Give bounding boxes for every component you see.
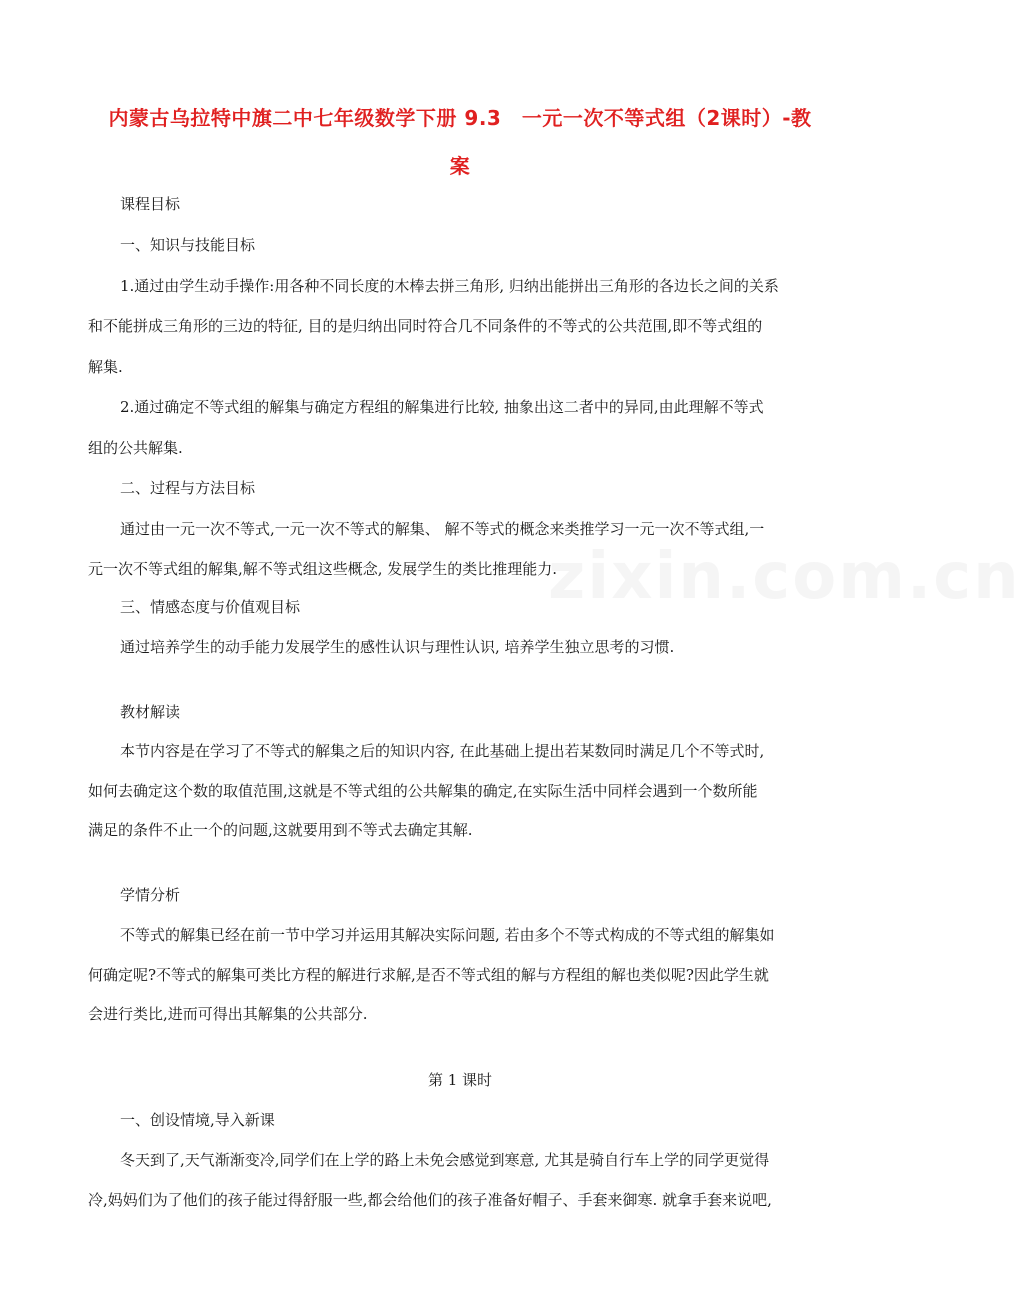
subheading-create-situation: 一、创设情境,导入新课 xyxy=(120,1111,275,1129)
paragraph-line: 会进行类比,进而可得出其解集的公共部分. xyxy=(88,1005,368,1023)
watermark: zixin.com.cn xyxy=(548,540,1021,614)
paragraph-line: 元一次不等式组的解集,解不等式组这些概念, 发展学生的类比推理能力. xyxy=(88,560,558,578)
paragraph-line: 解集. xyxy=(88,358,123,376)
subheading-emotion-values: 三、情感态度与价值观目标 xyxy=(120,598,301,616)
section-heading-textbook-reading: 教材解读 xyxy=(120,703,181,721)
document-title-line-2: 案 xyxy=(449,154,471,178)
section-heading-learner-analysis: 学情分析 xyxy=(120,886,181,904)
paragraph-line: 通过由一元一次不等式,一元一次不等式的解集、 解不等式的概念来类推学习一元一次不等式组,一 xyxy=(120,520,765,538)
section-heading-course-goals: 课程目标 xyxy=(120,195,181,213)
paragraph-line: 如何去确定这个数的取值范围,这就是不等式组的公共解集的确定,在实际生活中同样会遇到一个数所能 xyxy=(88,782,758,800)
paragraph-line: 组的公共解集. xyxy=(88,439,183,457)
paragraph-line: 不等式的解集已经在前一节中学习并运用其解决实际问题, 若由多个不等式构成的不等式组的解集如 xyxy=(120,926,775,944)
paragraph-line: 冬天到了,天气渐渐变冷,同学们在上学的路上未免会感觉到寒意, 尤其是骑自行车上学的同学更觉得 xyxy=(120,1151,770,1169)
paragraph-line: 通过培养学生的动手能力发展学生的感性认识与理性认识, 培养学生独立思考的习惯. xyxy=(120,638,675,656)
paragraph-line: 和不能拼成三角形的三边的特征, 目的是归纳出同时符合几不同条件的不等式的公共范围,即不等式组的 xyxy=(88,317,763,335)
paragraph-line: 满足的条件不止一个的问题,这就要用到不等式去确定其解. xyxy=(88,821,473,839)
paragraph-line: 2.通过确定不等式组的解集与确定方程组的解集进行比较, 抽象出这二者中的异同,由此理解不等式 xyxy=(120,398,764,416)
lesson-heading: 第 1 课时 xyxy=(427,1071,493,1089)
paragraph-line: 冷,妈妈们为了他们的孩子能过得舒服一些,都会给他们的孩子准备好帽子、手套来御寒. 就拿手套来说吧, xyxy=(88,1191,772,1209)
paragraph-line: 何确定呢?不等式的解集可类比方程的解进行求解,是否不等式组的解与方程组的解也类似呢?因此学生就 xyxy=(88,966,769,984)
subheading-knowledge-skills: 一、知识与技能目标 xyxy=(120,236,256,254)
paragraph-line: 本节内容是在学习了不等式的解集之后的知识内容, 在此基础上提出若某数同时满足几个不等式时, xyxy=(120,742,765,760)
paragraph-line: 1.通过由学生动手操作:用各种不同长度的木棒去拼三角形, 归纳出能拼出三角形的各边长之间的关系 xyxy=(120,277,779,295)
document-title-line-1: 内蒙古乌拉特中旗二中七年级数学下册 9.3 一元一次不等式组（2课时）-教 xyxy=(108,106,812,130)
subheading-process-method: 二、过程与方法目标 xyxy=(120,479,256,497)
